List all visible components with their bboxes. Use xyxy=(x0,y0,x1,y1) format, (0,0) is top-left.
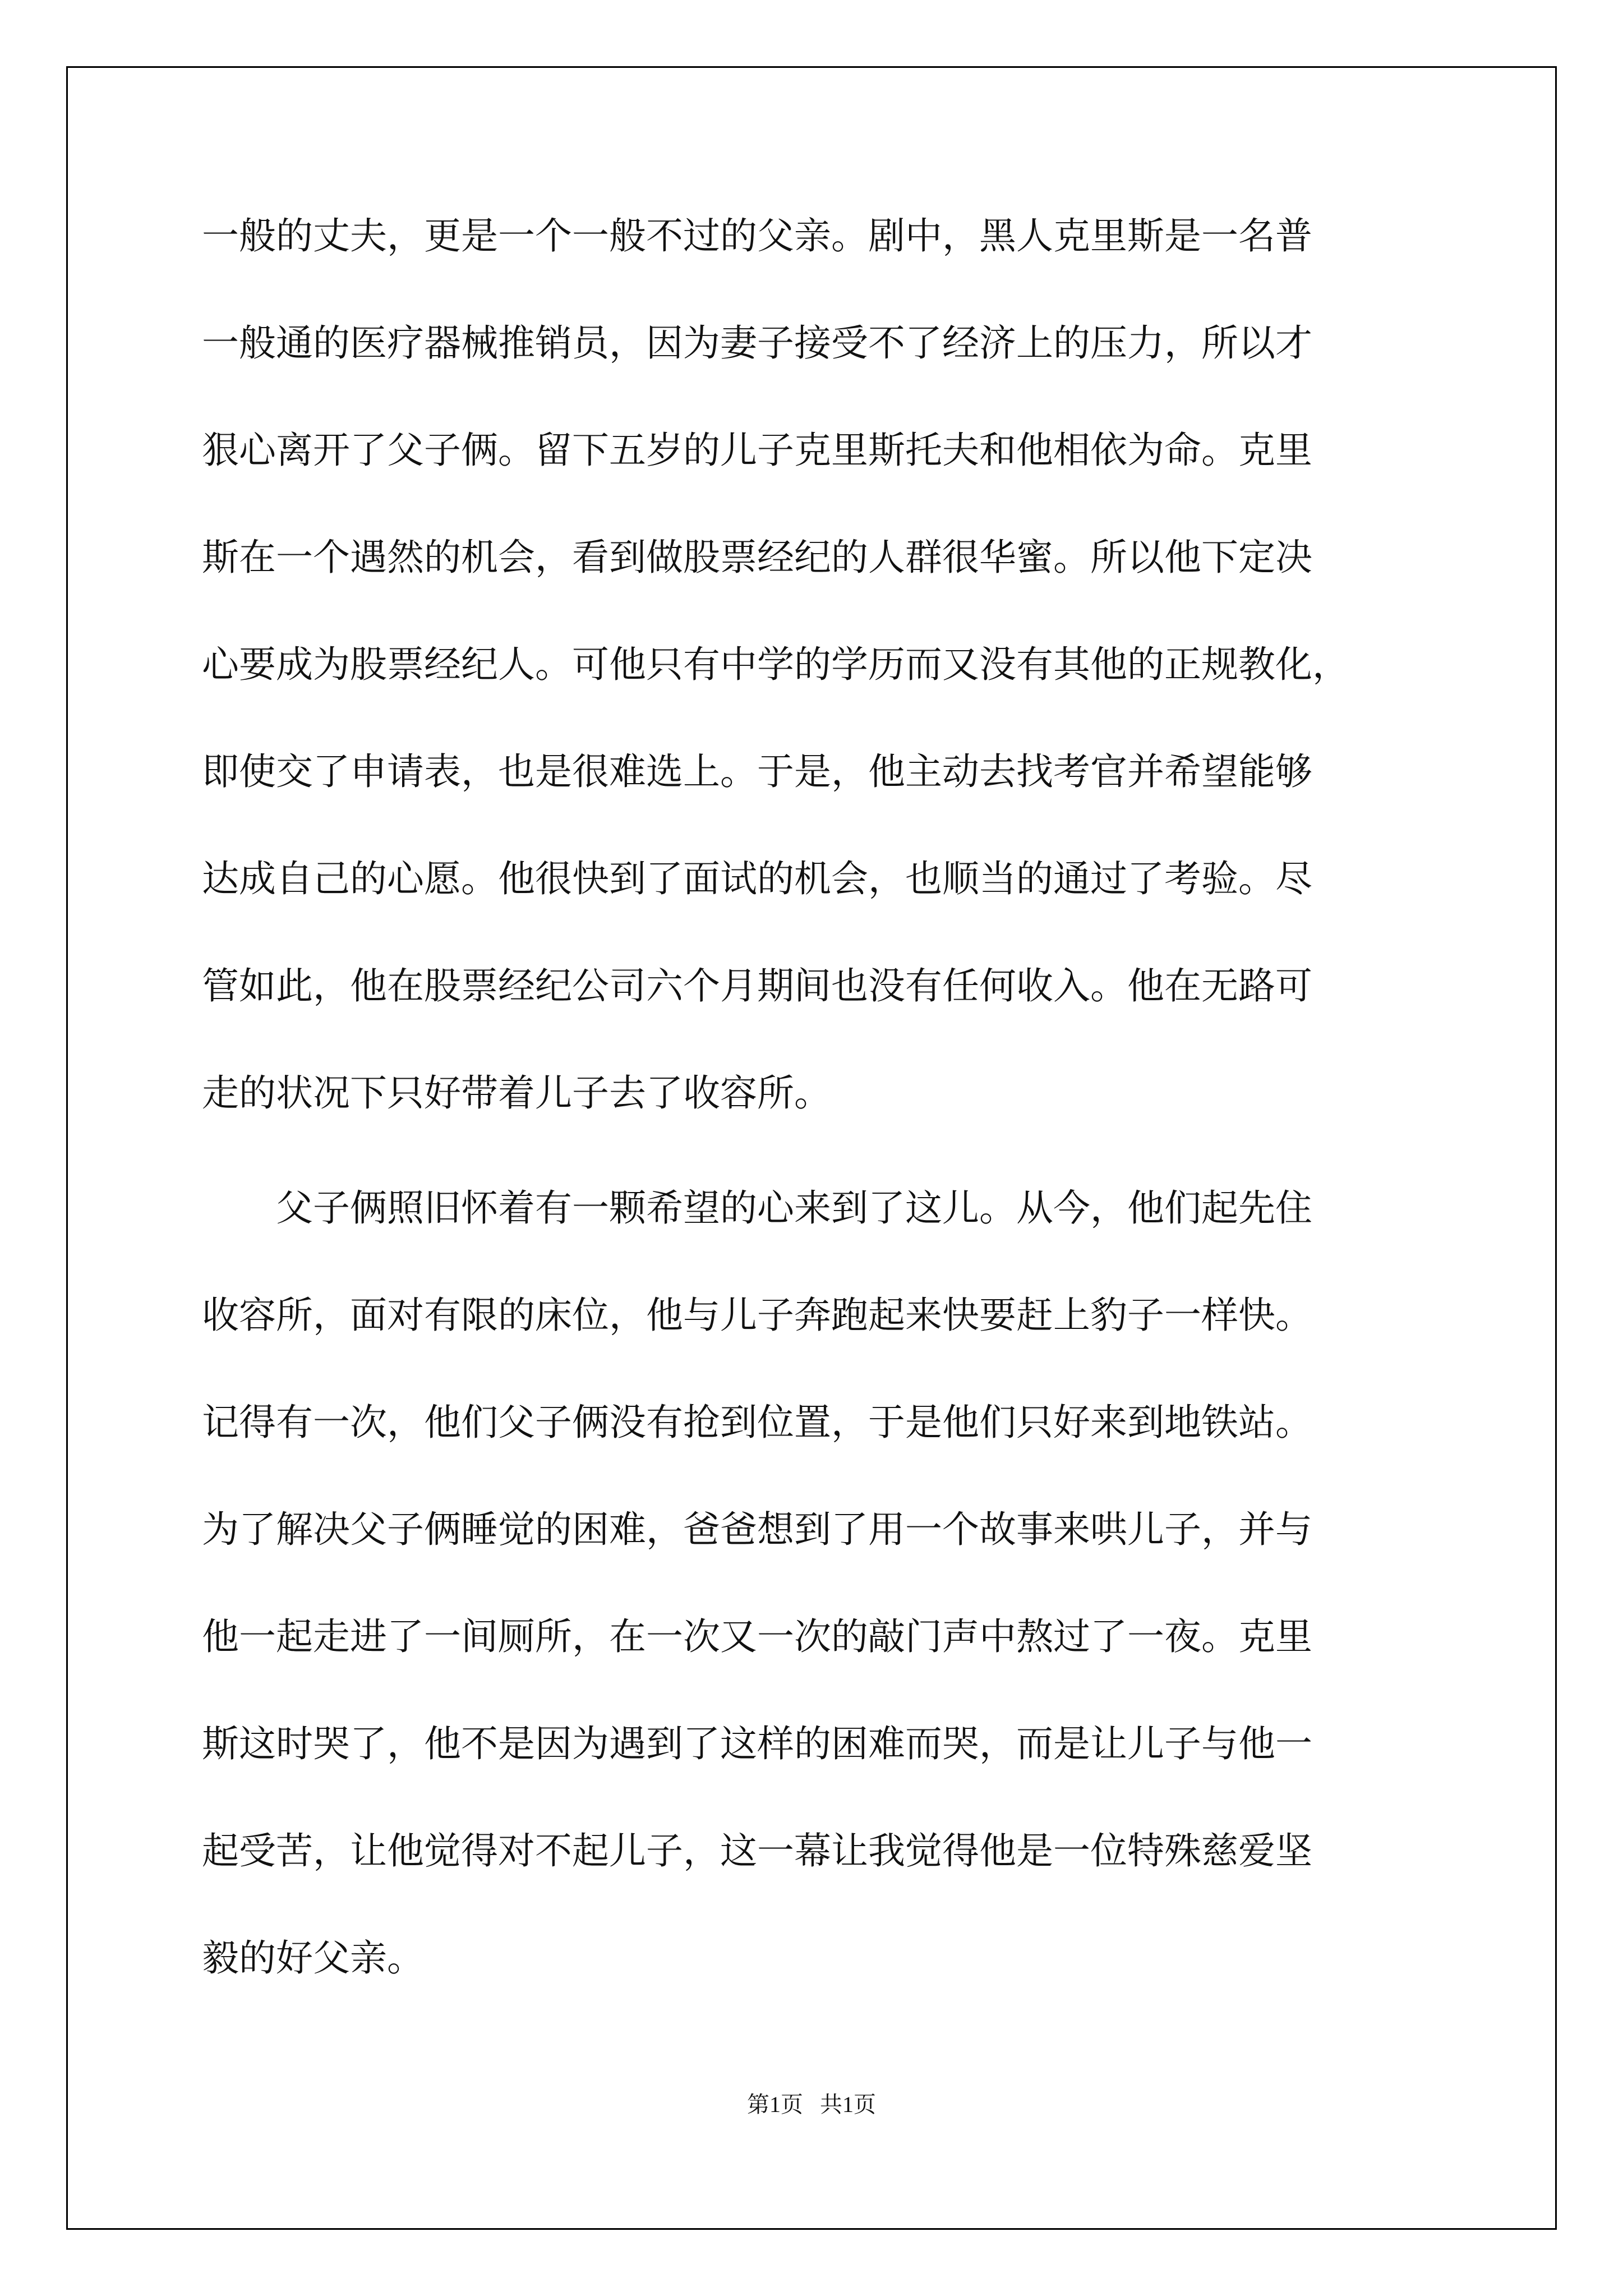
text-line: 一般的丈夫，更是一个一般不过的父亲。剧中，黑人克里斯是一名普 xyxy=(202,214,1312,257)
text-line: 狠心离开了父子俩。留下五岁的儿子克里斯托夫和他相依为命。克里 xyxy=(202,429,1312,472)
text-line: 起受苦，让他觉得对不起儿子，这一幕让我觉得他是一位特殊慈爱坚 xyxy=(202,1829,1312,1872)
text-line: 斯这时哭了，他不是因为遇到了这样的困难而哭，而是让儿子与他一 xyxy=(202,1722,1312,1765)
text-line: 即使交了申请表，也是很难选上。于是，他主动去找考官并希望能够 xyxy=(202,750,1312,793)
text-line: 他一起走进了一间厕所，在一次又一次的敲门声中熬过了一夜。克里 xyxy=(202,1615,1312,1658)
page-number-footer: 第1页 共1页 xyxy=(747,2092,876,2117)
text-line: 管如此，他在股票经纪公司六个月期间也没有任何收入。他在无路可 xyxy=(202,964,1312,1007)
text-line: 一般通的医疗器械推销员，因为妻子接受不了经济上的压力，所以才 xyxy=(202,321,1312,365)
paragraph-2 xyxy=(202,1188,1424,2045)
text-line: 收容所，面对有限的床位，他与儿子奔跑起来快要赶上豹子一样快。 xyxy=(202,1294,1312,1337)
text-line: 毅的好父亲。 xyxy=(202,1936,424,1980)
text-line: 记得有一次，他们父子俩没有抢到位置，于是他们只好来到地铁站。 xyxy=(202,1401,1312,1444)
text-line: 心要成为股票经纪人。可他只有中学的学历而又没有其他的正规教化， xyxy=(202,643,1349,686)
text-line-indented: 父子俩照旧怀着有一颗希望的心来到了这儿。从今，他们起先住 xyxy=(276,1186,1312,1230)
text-line: 走的状况下只好带着儿子去了收容所。 xyxy=(202,1071,831,1115)
text-line: 达成自己的心愿。他很快到了面试的机会，也顺当的通过了考验。尽 xyxy=(202,857,1312,900)
paragraph-1 xyxy=(202,216,1424,1180)
text-line: 斯在一个遇然的机会，看到做股票经纪的人群很华蜜。所以他下定决 xyxy=(202,536,1312,579)
text-line: 为了解决父子俩睡觉的困难，爸爸想到了用一个故事来哄儿子，并与 xyxy=(202,1508,1312,1551)
document-body xyxy=(202,216,1424,2045)
